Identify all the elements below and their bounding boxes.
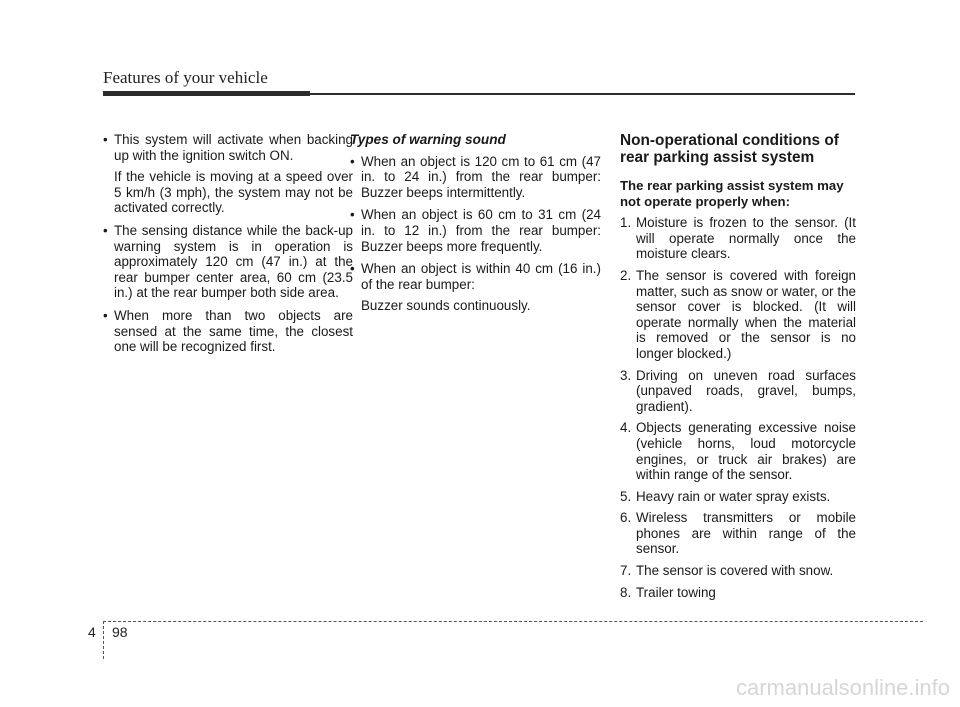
- bullet-text: When an object is 120 cm to 61 cm (47 in. to 24 in.) from the rear bumper: Buzzer beeps intermittently.: [361, 153, 601, 200]
- section-heading-warning-sound: Types of warning sound: [350, 132, 506, 147]
- column-middle: [350, 132, 601, 321]
- bullet-text: This system will activate when backing up with the ignition switch ON.: [114, 132, 353, 163]
- item-text: Objects generating excessive noise (vehicle horns, loud motorcycle engines, or truck air brakes) are within range of the sensor.: [636, 420, 856, 483]
- header-rule-thick: [103, 91, 310, 96]
- footer-divider: [103, 621, 104, 659]
- section-intro: The rear parking assist system may not operate properly when:: [620, 178, 844, 209]
- list-item: [103, 223, 353, 301]
- bullet-continuation: If the vehicle is moving at a speed over 5 km/h (3 mph), the system may not be activated correctly.: [114, 169, 353, 216]
- header-rule-thin: [310, 93, 855, 95]
- section-title-non-operational: Non-operational conditions of rear parking assist system: [620, 132, 839, 166]
- numbered-item: [620, 563, 856, 579]
- list-item: [350, 154, 601, 201]
- list-item: [350, 261, 601, 314]
- chapter-number: 4: [88, 624, 96, 640]
- item-number: 4.: [620, 420, 632, 436]
- item-text: Moisture is frozen to the sensor. (It will operate normally once the moisture clears.: [636, 215, 856, 262]
- numbered-item: [620, 268, 856, 362]
- page-header-title: Features of your vehicle: [103, 68, 268, 87]
- list-item: [103, 132, 353, 216]
- numbered-item: [620, 368, 856, 415]
- item-text: Heavy rain or water spray exists.: [636, 488, 831, 504]
- item-number: 1.: [620, 215, 632, 231]
- numbered-item: [620, 215, 856, 262]
- column-left: [103, 132, 353, 362]
- item-number: 7.: [620, 563, 632, 579]
- page-number: 98: [112, 624, 128, 640]
- item-number: 5.: [620, 488, 632, 504]
- list-item: [103, 308, 353, 355]
- footer-rule: [103, 621, 923, 622]
- item-text: The sensor is covered with snow.: [636, 563, 834, 579]
- bullet-text: When an object is within 40 cm (16 in.) of the rear bumper:: [361, 261, 601, 292]
- item-number: 2.: [620, 267, 632, 283]
- numbered-item: [620, 420, 856, 482]
- item-number: 3.: [620, 367, 632, 383]
- list-item: [350, 207, 601, 254]
- item-text: The sensor is covered with foreign matter, such as snow or water, or the sensor cover is blocked. (It will operate normally when the material is removed or the sensor is no longer blocked.): [636, 267, 856, 361]
- bullet-text: The sensing distance while the back-up warning system is in operation is approximately 120 cm (47 in.) at the rear bumper center area, 60 cm (23.5 in.) at the rear bumper both side area.: [114, 222, 353, 301]
- item-text: Trailer towing: [636, 584, 716, 600]
- watermark: carmanualsonline.info: [735, 675, 950, 700]
- bullet-text: When an object is 60 cm to 31 cm (24 in. to 12 in.) from the rear bumper: Buzzer beeps more frequently.: [361, 207, 601, 254]
- bullet-text: When more than two objects are sensed at the same time, the closest one will be recognized first.: [114, 307, 353, 355]
- column-right: [620, 132, 856, 606]
- item-number: 8.: [620, 584, 632, 600]
- numbered-item: [620, 510, 856, 557]
- numbered-item: [620, 585, 856, 601]
- numbered-item: [620, 489, 856, 505]
- item-text: Wireless transmitters or mobile phones are within range of the sensor.: [636, 510, 856, 557]
- item-text: Driving on uneven road surfaces (unpaved roads, gravel, bumps, gradient).: [636, 367, 856, 414]
- item-number: 6.: [620, 510, 632, 526]
- bullet-continuation: Buzzer sounds continuously.: [361, 298, 531, 314]
